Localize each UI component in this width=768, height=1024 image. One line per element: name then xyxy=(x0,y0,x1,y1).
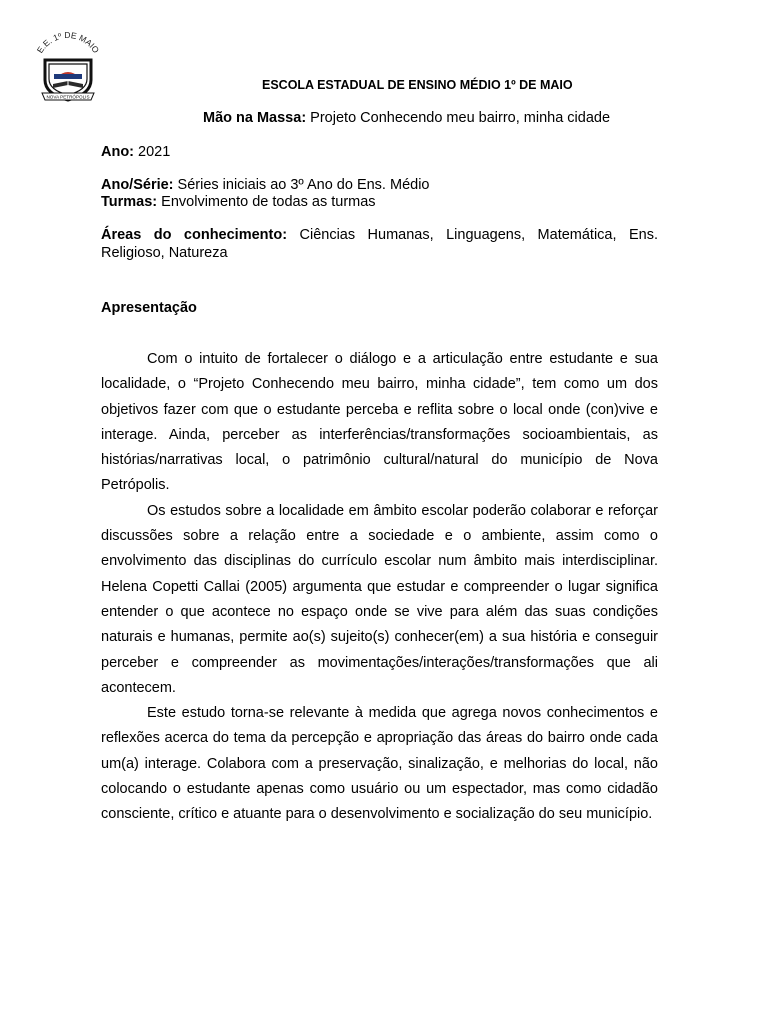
project-line xyxy=(203,110,610,126)
logo-ribbon-text: NOVA PETRÓPOLIS xyxy=(46,94,90,100)
logo-arc-text: E.E. 1º DE MAIO xyxy=(34,30,102,55)
knowledge-areas xyxy=(101,226,658,262)
classes-line xyxy=(101,194,376,210)
paragraph: Este estudo torna-se relevante à medida que agrega novos conhecimentos e reflexões acerca do tema da percepção e apropriação das áreas do bairro onde cada um(a) interage. Colabora com a preservação, sinalização, e melhorias do local, não colocando o estudante apenas como usuário ou um espectador, mas como cidadão consciente, crítico e atuante para o desenvolvimento e socialização do seu município. xyxy=(101,705,658,823)
svg-text:E.E. 1º DE MAIO xyxy=(35,30,102,55)
presentation-body xyxy=(101,347,658,828)
classes-label: Turmas: xyxy=(101,194,158,210)
areas-value: Ciências Humanas, Linguagens, Matemática, Ens. Religioso, Natureza xyxy=(101,227,658,261)
school-name: ESCOLA ESTADUAL DE ENSINO MÉDIO 1º DE MAIO xyxy=(262,78,573,92)
grade-line xyxy=(101,177,429,193)
year-line xyxy=(101,144,170,160)
paragraph: Os estudos sobre a localidade em âmbito escolar poderão colaborar e reforçar discussões sobre a relação entre a sociedade e o ambiente, assim como o envolvimento das disciplinas do currículo escolar num âmbito mais interdisciplinar. Helena Copetti Callai (2005) argumenta que estudar e compreender o lugar significa entender o que acontece no espaço onde se vive para além das suas condições naturais e humanas, permite ao(s) sujeito(s) conhecer(em) a sua história e conseguir perceber e compreender as movimentações/interações/transformações que ali acontecem. xyxy=(101,502,658,696)
grade-value: Séries iniciais ao 3º Ano do Ens. Médio xyxy=(173,177,430,193)
classes-value: Envolvimento de todas as turmas xyxy=(157,194,376,210)
section-title: Apresentação xyxy=(101,300,197,316)
project-label: Mão na Massa: xyxy=(203,110,307,126)
grade-label: Ano/Série: xyxy=(101,177,174,193)
project-value: Projeto Conhecendo meu bairro, minha cidade xyxy=(306,110,611,126)
areas-label: Áreas do conhecimento: xyxy=(101,227,288,243)
paragraph: Com o intuito de fortalecer o diálogo e a articulação entre estudante e sua localidade, o “Projeto Conhecendo meu bairro, minha cidade”, tem como um dos objetivos fazer com que o estudante perceba e reflita sobre o local onde (con)vive e interage. Ainda, perceber as interferências/transformações socioambientais, as histórias/narrativas local, o patrimônio cultural/natural do município de Nova Petrópolis. xyxy=(101,351,658,494)
school-logo xyxy=(28,30,108,106)
year-value: 2021 xyxy=(134,144,171,160)
year-label: Ano: xyxy=(101,144,135,160)
